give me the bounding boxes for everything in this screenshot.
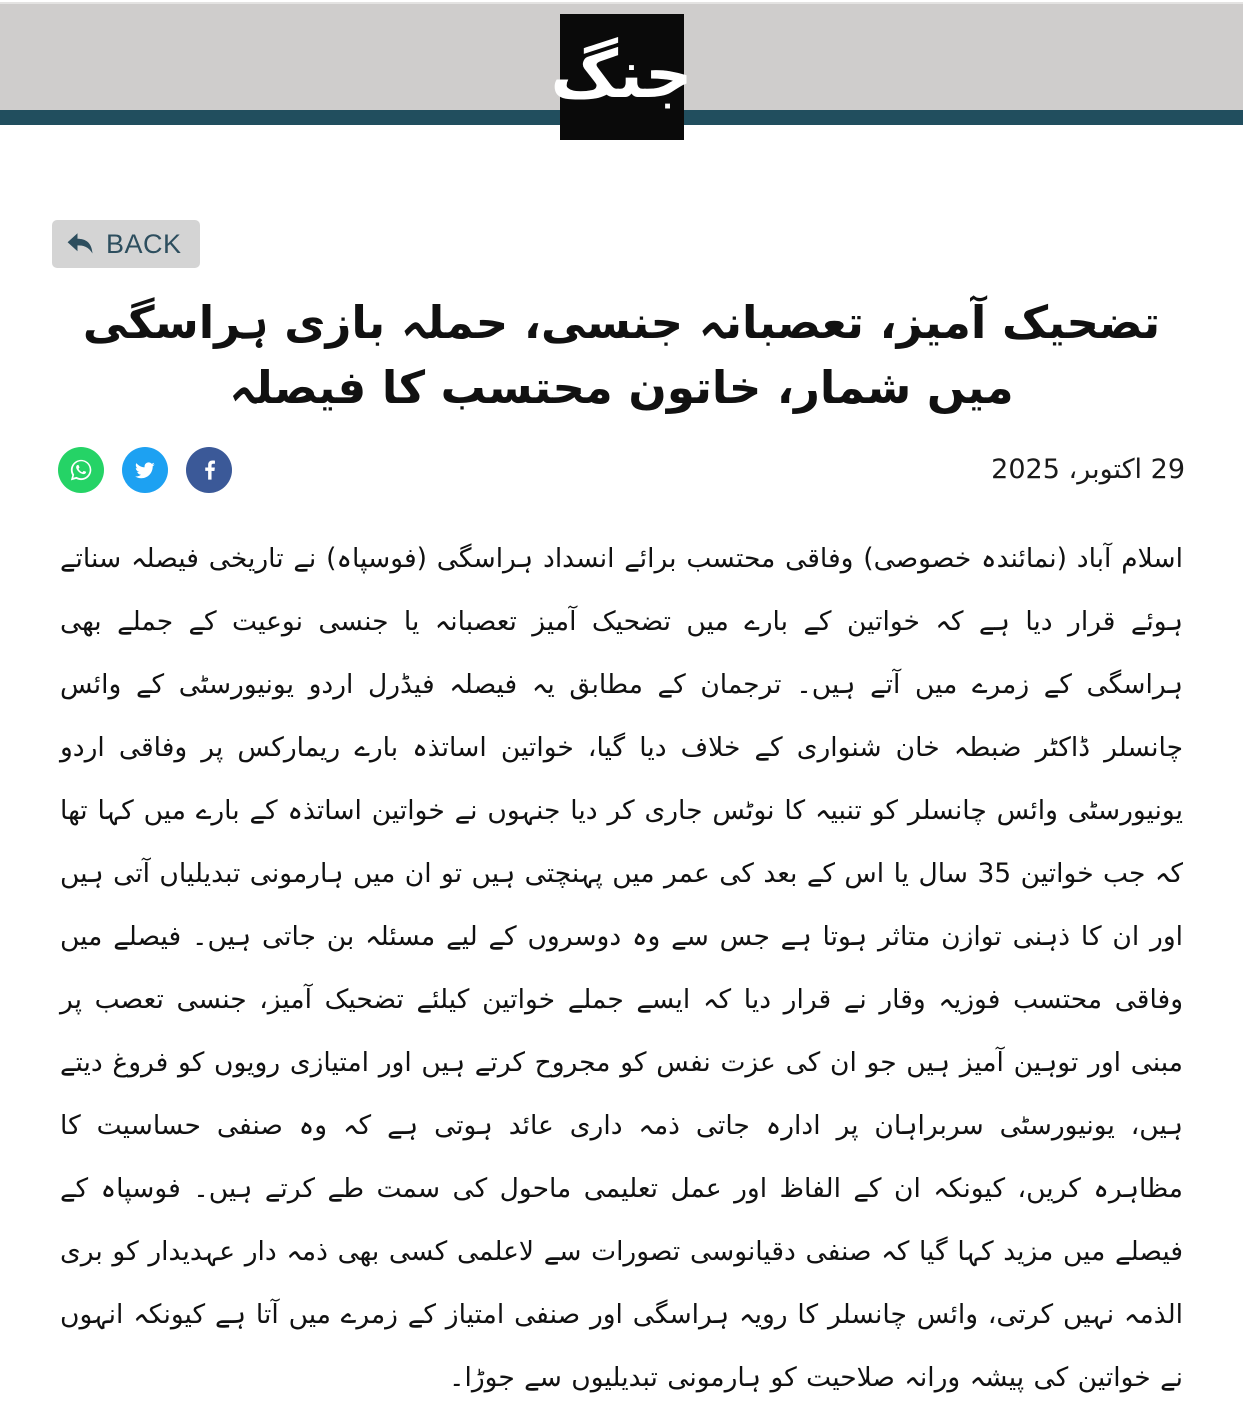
social-share-list	[58, 447, 232, 493]
whatsapp-icon	[66, 455, 96, 485]
article-body-paragraph: اسلام آباد (نمائندہ خصوصی) وفاقی محتسب برائے انسداد ہراسگی (فوسپاہ) نے تاریخی فیصلہ سناتے ہوئے قرار دیا ہے کہ خواتین کے بارے میں تضحیک آمیز تعصبانہ یا جنسی نوعیت کے جملے بھی ہراسگی کے زمرے میں آتے ہیں۔ ترجمان کے مطابق یہ فیصلہ فیڈرل اردو یونیورسٹی کے وائس چانسلر ڈاکٹر ضبطہ خان شنواری کے خلاف دیا گیا، خواتین اساتذہ بارے ریمارکس پر وفاقی اردو یونیورسٹی وائس چانسلر کو تنبیہ کا نوٹس جاری کر دیا جنہوں نے خواتین اساتذہ کے بارے میں کہا تھا کہ جب خواتین 35 سال یا اس کے بعد کی عمر میں پہنچتی ہیں تو ان میں ہارمونی تبدیلیاں آتی ہیں اور ان کا ذہنی توازن متاثر ہوتا ہے جس سے وہ دوسروں کے لیے مسئلہ بن جاتی ہیں۔ فیصلے میں وفاقی محتسب فوزیہ وقار نے قرار دیا کہ ایسے جملے خواتین کیلئے تضحیک آمیز، جنسی تعصب پر مبنی اور توہین آمیز ہیں جو ان کی عزت نفس کو مجروح کرتے ہیں اور امتیازی رویوں کو فروغ دیتے ہیں، یونیورسٹی سربراہان پر ادارہ جاتی ذمہ داری عائد ہوتی ہے کہ وہ صنفی حساسیت کا مظاہرہ کریں، کیونکہ ان کے الفاظ اور عمل تعلیمی ماحول کی سمت طے کرتے ہیں۔ فوسپاہ کے فیصلے میں مزید کہا گیا کہ صنفی دقیانوسی تصورات سے لاعلمی کسی بھی ذمہ دار عہدیدار کو بری الذمہ نہیں کرتی، وائس چانسلر کا رویہ ہراسگی اور صنفی امتیاز کے زمرے میں آتا ہے کیونکہ انہوں نے خواتین کی پیشہ ورانہ صلاحیت کو ہارمونی تبدیلیوں سے جوڑا۔	[60, 527, 1183, 1409]
article-headline: تضحیک آمیز، تعصبانہ جنسی، حملہ بازی ہراسگی میں شمار، خاتون محتسب کا فیصلہ	[52, 290, 1191, 421]
site-header	[0, 0, 1243, 140]
jang-logo-glyph: جنگ	[550, 42, 692, 108]
article-meta-row	[52, 447, 1191, 493]
article-body	[52, 527, 1191, 1409]
back-button-label: BACK	[106, 231, 182, 258]
article-date: 29 اکتوبر، 2025	[991, 454, 1185, 485]
facebook-share-button[interactable]	[186, 447, 232, 493]
back-arrow-icon	[66, 231, 96, 257]
back-button-row	[52, 140, 1191, 268]
article-page	[0, 140, 1243, 1409]
twitter-icon	[131, 456, 159, 484]
back-button[interactable]	[52, 220, 200, 268]
jang-logo[interactable]	[560, 14, 684, 140]
whatsapp-share-button[interactable]	[58, 447, 104, 493]
twitter-share-button[interactable]	[122, 447, 168, 493]
facebook-icon	[195, 456, 223, 484]
